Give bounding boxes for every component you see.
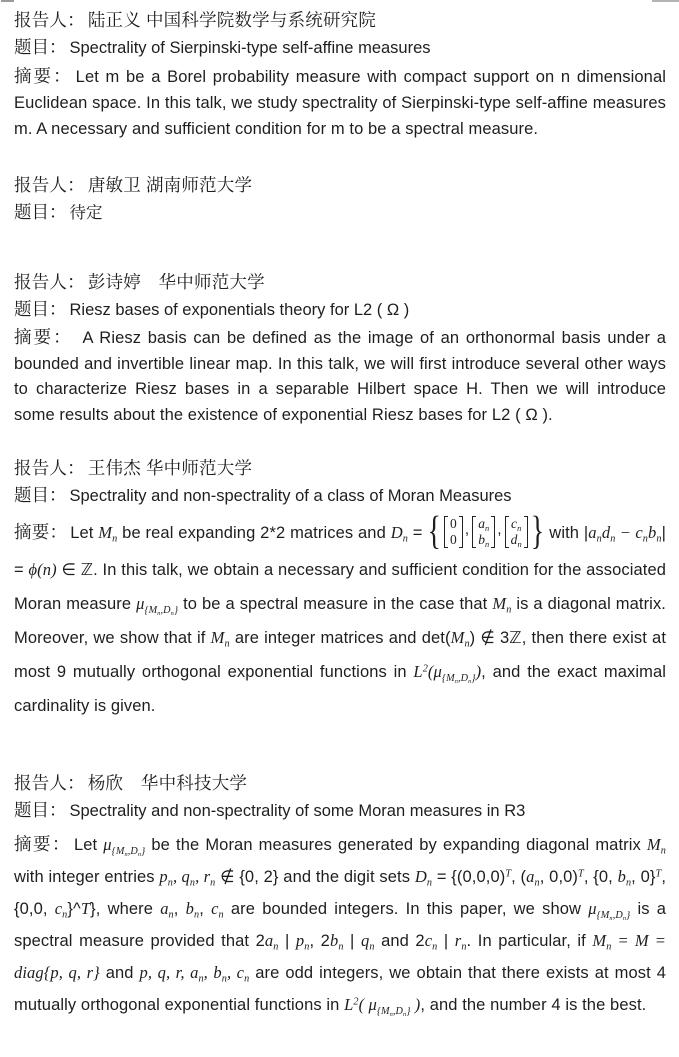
title-line (14, 199, 666, 227)
title-line (14, 482, 666, 510)
speaker-line (14, 172, 666, 199)
title-line (14, 34, 666, 62)
abstract-text: Let $\mu_{\{M_n,D_n\}}$ be the Moran measures generated by expanding diagonal matrix $M_n$ with integer entries $p_n$, $q_n$, $r_n$ ∉ {0, 2} and the digit sets $D_n = \{(0,0,0)^T$, ($a_n$, 0,0)$^T$, {0, $b_n$, 0}$^T$, {0,0, $c_n\}\^{}T$}, where $a_n$, $b_n$, $c_n$ are bounded integers. In this paper, we show $\mu_{\{M_n,D_n\}}$ is a spectral measure provided that $2a_n$ | $p_n$, $2b_n$ | $q_n$ and $2c_n$ | $r_n$. In particular, if $M_n = M$ = diag{p, q, r} and p, q, r, $a_n$, $b_n$, $c_n$ are odd integers, we obtain that there exists at most 4 mutually orthogonal exponential functions in $L^2$( $\mu_{\{M_n,D_n\}}$ ), and the number 4 is the best. (14, 835, 667, 1018)
speaker-line (14, 7, 666, 34)
abstract-label: 摘要： (14, 66, 73, 86)
speaker-name: 唐敏卫 湖南师范大学 (87, 175, 253, 195)
speaker-name: 杨欣 华中科技大学 (87, 773, 248, 793)
table-border-fragment-top-right (652, 0, 679, 2)
abstract-label: 摘要： (14, 834, 71, 854)
speaker-line (14, 770, 666, 797)
digit-set-formula (427, 508, 546, 554)
separator: , (464, 521, 470, 538)
title-label: 题目： (14, 485, 67, 505)
speaker-name: 彭诗婷 华中师范大学 (87, 272, 265, 292)
title-label: 题目： (14, 800, 67, 820)
vector-entry: $b_n$ (478, 532, 490, 549)
set-close-brace: } (530, 508, 545, 554)
speaker-name: 王伟杰 华中师范大学 (87, 458, 253, 478)
title-label: 题目： (14, 299, 67, 319)
abstract-paragraph (14, 829, 666, 1021)
right-bracket (491, 516, 495, 547)
speaker-label: 报告人： (14, 773, 85, 793)
vector-entry: 0 (450, 516, 457, 532)
talk-entry-5 (14, 770, 666, 1021)
vector-entry: $d_n$ (510, 532, 522, 549)
abstract-paragraph (14, 63, 666, 142)
set-open-brace: { (427, 508, 442, 554)
talk-entry-2 (14, 172, 666, 227)
abstract-text-rest: with $|a_nd_n - c_nb_n| = \phi(n)$ ∈ ℤ. In this talk, we obtain a necessary and sufficient condition for the associated Moran measure $\mu_{\{M_n,D_n\}}$ to be a spectral measure in the case that $M_n$ is a diagonal matrix. Moreover, we show that if $M_n$ are integer matrices and $\det(M_n)$ ∉ 3ℤ, then there exist at most 9 mutually orthogonal exponential functions in $L^2(\mu_{\{M_n,D_n\}})$, and the exact maximal cardinality is given. (14, 523, 667, 715)
abstract-label: 摘要： (14, 327, 73, 347)
speaker-line (14, 269, 666, 296)
speaker-label: 报告人： (14, 175, 85, 195)
abstract-text: Let m be a Borel probability measure with compact support on n dimensional Euclidean space. In this talk, we study spectrality of Sierpinski-type self-affine measures m. A necessary and sufficient condition for m to be a spectral measure. (14, 68, 666, 138)
speaker-line (14, 455, 666, 482)
speaker-label: 报告人： (14, 272, 85, 292)
talk-entry-3 (14, 269, 666, 428)
vector-entry: $a_n$ (478, 516, 490, 534)
speaker-label: 报告人： (14, 458, 85, 478)
right-bracket (524, 516, 528, 547)
title-line (14, 296, 666, 324)
separator: , (497, 521, 502, 538)
abstract-paragraph (14, 325, 666, 428)
talk-entry-4 (14, 455, 666, 723)
abstract-text-intro: Let $M_n$ be real expanding 2*2 matrices and $D_n$ = (70, 523, 423, 545)
speaker-name: 陆正义 中国科学院数学与系统研究院 (87, 10, 377, 30)
talk-title: Spectrality of Sierpinski-type self-affine measures (69, 39, 431, 57)
speaker-label: 报告人： (14, 10, 85, 30)
abstract-paragraph (14, 508, 667, 723)
vector-entry: 0 (450, 532, 457, 547)
title-label: 题目： (14, 202, 67, 222)
table-border-fragment-top-left (1, 0, 14, 2)
talk-title: Riesz bases of exponentials theory for L2 ( Ω ) (69, 301, 410, 319)
talk-title: Spectrality and non-spectrality of a class of Moran Measures (69, 487, 512, 505)
abstract-label: 摘要： (14, 522, 68, 543)
title-label: 题目： (14, 37, 67, 57)
column-vector-2 (472, 516, 495, 547)
talk-entry-1 (14, 7, 666, 142)
title-line (14, 797, 666, 825)
talk-title: Spectrality and non-spectrality of some Moran measures in R3 (69, 802, 526, 820)
talk-title: 待定 (69, 204, 103, 222)
right-bracket (459, 516, 463, 547)
abstract-text: A Riesz basis can be defined as the image of an orthonormal basis under a bounded and invertible linear map. In this talk, we will first introduce several other ways to characterize Riesz bases in a separable Hilbert space H. Then we will introduce some results about the existence of exponential Riesz bases for L2 ( Ω ). (14, 329, 667, 424)
column-vector-3 (505, 516, 528, 547)
vector-entry: $c_n$ (510, 516, 522, 534)
column-vector-1 (444, 516, 463, 547)
